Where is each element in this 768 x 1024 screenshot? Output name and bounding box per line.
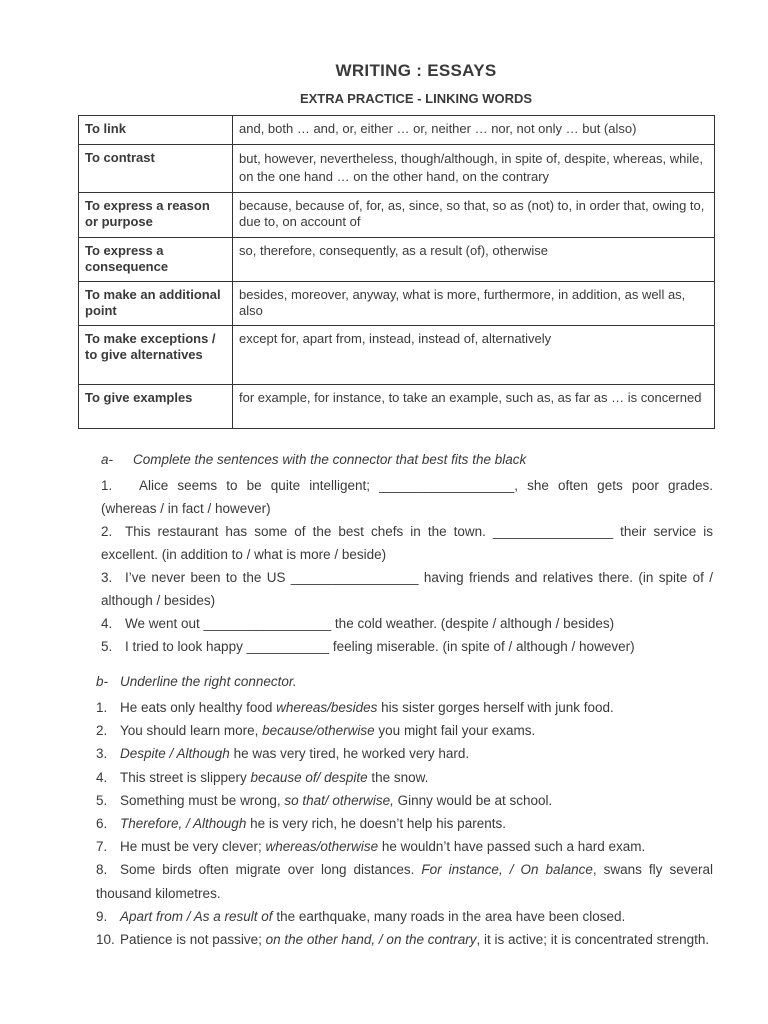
connector-choice: so that/ otherwise, [284,792,394,808]
connector-choice: whereas/otherwise [265,839,379,855]
category-cell: To express a reason or purpose [79,193,233,238]
item-number: 2. [96,723,108,739]
table-row [79,326,715,385]
connector-choice: because/otherwise [262,723,375,739]
page-title: WRITING : ESSAYS [335,61,497,80]
table-row [79,145,715,193]
words-cell: and, both … and, or, either … or, neither … nor, not only … but (also) [233,116,715,145]
item-text: I tried to look happy ___________ feeling miserable. (in spite of / although / however) [125,639,635,654]
list-item [96,766,713,789]
category-cell: To make an additional point [79,282,233,326]
category-cell: To express a consequence [79,238,233,282]
item-text-before: Something must be wrong, [120,792,285,808]
list-item [101,566,713,612]
list-item [96,928,713,951]
item-text: This restaurant has some of the best chefs in the town. ________________ their service is excellent. (in addition to / what is more / beside) [101,524,713,562]
page-subtitle: EXTRA PRACTICE - LINKING WORDS [299,91,533,106]
list-item [101,520,713,566]
connector-choice: For instance, / On balance [421,862,593,878]
item-text-after: he wouldn’t have passed such a hard exam. [378,839,646,855]
item-number: 4. [96,769,108,785]
exercise-instruction: Underline the right connector. [120,674,297,689]
item-text: I’ve never been to the US _________________ having friends and relatives there. (in spite of / although / besides) [101,570,713,608]
list-item [101,474,713,520]
exercise-b-heading [96,674,713,690]
connector-choice: Therefore, / Although [120,816,247,832]
item-text-after: the earthquake, many roads in the area have been closed. [272,908,626,924]
table-row [79,193,715,238]
item-text-before: He eats only healthy food [120,700,277,715]
item-number: 10. [96,932,115,948]
connector-choice: on the other hand, / on the contrary [265,932,477,948]
words-cell: so, therefore, consequently, as a result (of), otherwise [233,238,715,282]
table-row [79,385,715,429]
item-text: We went out _________________ the cold weather. (despite / although / besides) [125,616,615,631]
item-text-after: he is very rich, he doesn’t help his parents. [246,816,506,832]
connector-choice: whereas/besides [276,700,378,715]
item-number: 7. [96,839,108,855]
words-cell: because, because of, for, as, since, so that, so as (not) to, in order that, owing to, due to, on account of [233,193,715,238]
exercise-letter: b- [96,674,109,689]
list-item [96,905,713,928]
item-text-after: Ginny would be at school. [393,792,553,808]
item-number: 3. [96,746,108,762]
connector-choice: because of/ despite [250,769,368,785]
item-number: 6. [96,816,108,832]
list-item [101,612,713,635]
connector-choice: Despite / Although [120,746,230,762]
item-number: 5. [96,792,108,808]
list-item [96,858,713,904]
exercise-a [101,452,713,658]
table-row [79,282,715,326]
item-text-before: Some birds often migrate over long distances. [120,862,422,878]
table-row [79,238,715,282]
category-cell: To link [79,116,233,145]
item-number: 2. [101,524,113,539]
item-number: 3. [101,570,113,585]
words-cell: besides, moreover, anyway, what is more, furthermore, in addition, as well as, also [233,282,715,326]
category-cell: To make exceptions / to give alternatives [79,326,233,385]
linking-words-table [78,115,715,429]
table-row [79,116,715,145]
item-text-after: the snow. [367,769,429,785]
item-text-after: , swans fly several thousand kilometres. [96,862,713,901]
list-item [101,635,713,658]
item-text-before: Patience is not passive; [120,932,266,948]
exercise-letter: a- [101,452,114,467]
list-item [96,696,713,719]
item-text-after: , it is active; it is concentrated strength. [476,932,710,948]
exercise-instruction: Complete the sentences with the connector that best fits the black [133,452,527,467]
item-number: 9. [96,908,108,924]
category-cell: To give examples [79,385,233,429]
item-number: 1. [101,478,113,493]
category-cell: To contrast [79,145,233,193]
item-text-after: he was very tired, he worked very hard. [229,746,470,762]
item-number: 8. [96,862,108,878]
words-cell: for example, for instance, to take an example, such as, as far as … is concerned [233,385,715,429]
words-cell: but, however, nevertheless, though/although, in spite of, despite, whereas, while, on the one hand … on the other hand, on the contrary [233,145,715,193]
item-number: 4. [101,616,113,631]
item-text-after: you might fail your exams. [374,723,536,739]
item-text-before: This street is slippery [120,769,251,785]
exercise-a-heading [101,452,713,468]
item-number: 5. [101,639,113,654]
item-text-before: He must be very clever; [120,839,266,855]
connector-choice: Apart from / As a result of [120,908,273,924]
item-text: Alice seems to be quite intelligent; __________________, she often gets poor grades. (whereas / in fact / however) [101,478,713,516]
exercise-b [96,674,713,951]
list-item [96,812,713,835]
list-item [96,742,713,765]
list-item [96,789,713,812]
item-number: 1. [96,700,108,715]
item-text-before: You should learn more, [120,723,263,739]
list-item [96,719,713,742]
list-item [96,835,713,858]
words-cell: except for, apart from, instead, instead of, alternatively [233,326,715,385]
item-text-after: his sister gorges herself with junk food. [377,700,614,715]
